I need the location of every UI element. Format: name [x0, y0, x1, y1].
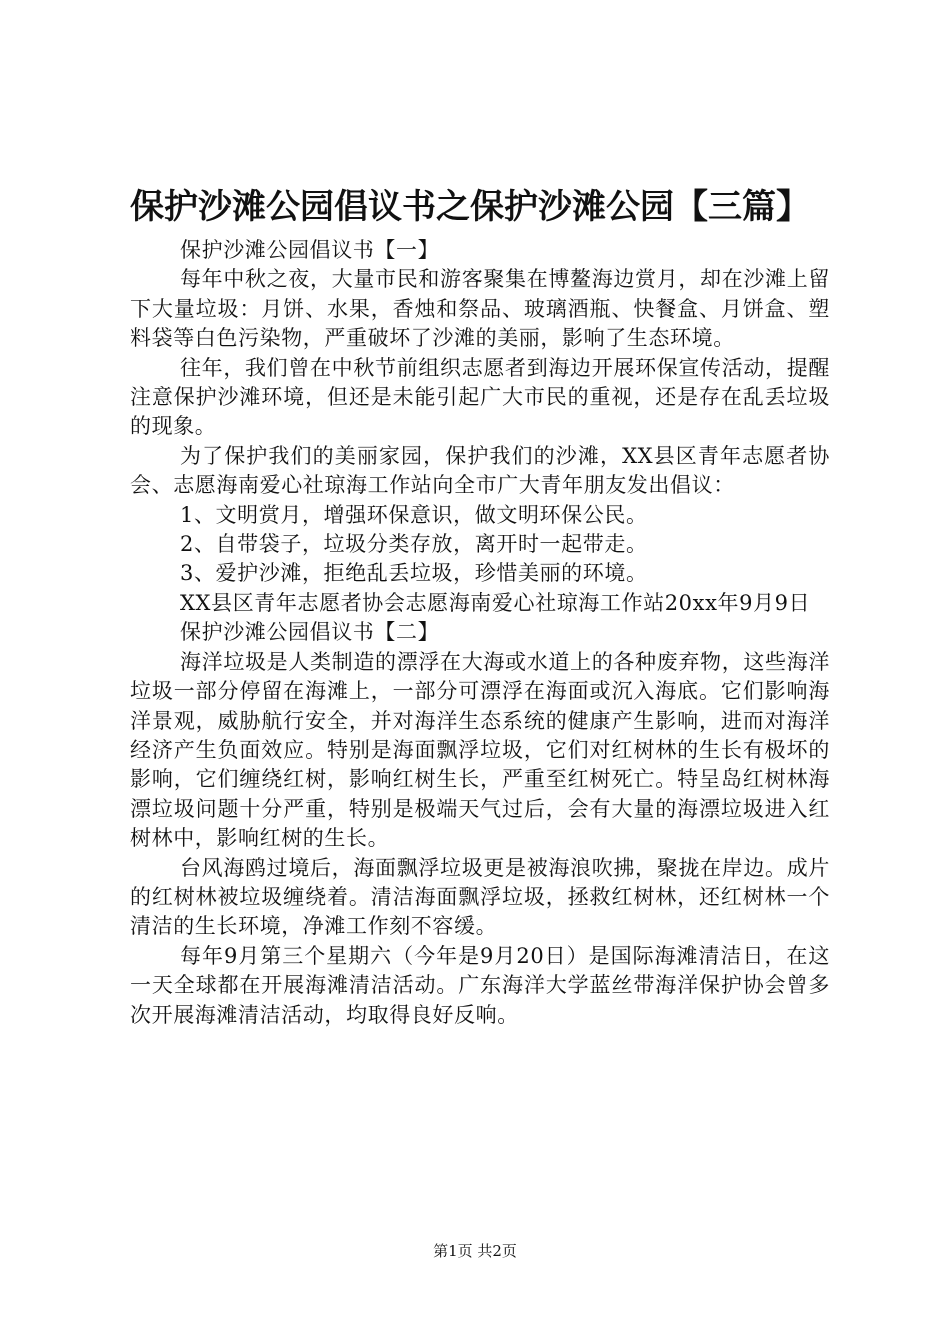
signature-line: XX县区青年志愿者协会志愿海南爱心社琼海工作站20xx年9月9日 [180, 590, 811, 615]
list-item: 2、自带袋子，垃圾分类存放，离开时一起带走。 [180, 532, 648, 557]
page-footer [0, 1241, 950, 1261]
section-heading-one: 保护沙滩公园倡议书【一】 [180, 238, 440, 262]
list-item: 3、爱护沙滩，拒绝乱丢垃圾，珍惜美丽的环境。 [180, 561, 648, 586]
paragraph: 为了保护我们的美丽家园，保护我们的沙滩，XX县区青年志愿者协会、志愿海南爱心社琼海工作站向全市广大青年朋友发出倡议： [130, 443, 830, 498]
paragraph: 台风海鸥过境后，海面飘浮垃圾更是被海浪吹拂，聚拢在岸边。成片的红树林被垃圾缠绕着。清洁海面飘浮垃圾，拯救红树林，还红树林一个清洁的生长环境，净滩工作刻不容缓。 [130, 855, 830, 939]
document-title: 保护沙滩公园倡议书之保护沙滩公园【三篇】 [130, 187, 810, 227]
paragraph: 海洋垃圾是人类制造的漂浮在大海或水道上的各种废弃物，这些海洋垃圾一部分停留在海滩上，一部分可漂浮在海面或沉入海底。它们影响海洋景观，威胁航行安全，并对海洋生态系统的健康产生影响，进而对海洋经济产生负面效应。特别是海面飘浮垃圾，它们对红树林的生长有极坏的影响，它们缠绕红树，影响红树生长，严重至红树死亡。特呈岛红树林海漂垃圾问题十分严重，特别是极端天气过后，会有大量的海漂垃圾进入红树林中，影响红树的生长。 [130, 649, 830, 851]
list-item: 1、文明赏月，增强环保意识，做文明环保公民。 [180, 502, 648, 527]
page-number: 第1页 共2页 [433, 1242, 517, 1260]
section-heading-two: 保护沙滩公园倡议书【二】 [180, 620, 440, 645]
paragraph: 每年9月第三个星期六（今年是9月20日）是国际海滩清洁日，在这一天全球都在开展海滩清洁活动。广东海洋大学蓝丝带海洋保护协会曾多次开展海滩清洁活动，均取得良好反响。 [130, 943, 830, 1027]
paragraph: 往年，我们曾在中秋节前组织志愿者到海边开展环保宣传活动，提醒注意保护沙滩环境，但还是未能引起广大市民的重视，还是存在乱丢垃圾的现象。 [130, 355, 830, 439]
document-body [130, 236, 830, 1030]
paragraph: 每年中秋之夜，大量市民和游客聚集在博鳌海边赏月，却在沙滩上留下大量垃圾：月饼、水果，香烛和祭品、玻璃酒瓶、快餐盒、月饼盒、塑料袋等白色污染物，严重破坏了沙滩的美丽，影响了生态环境。 [130, 267, 830, 351]
